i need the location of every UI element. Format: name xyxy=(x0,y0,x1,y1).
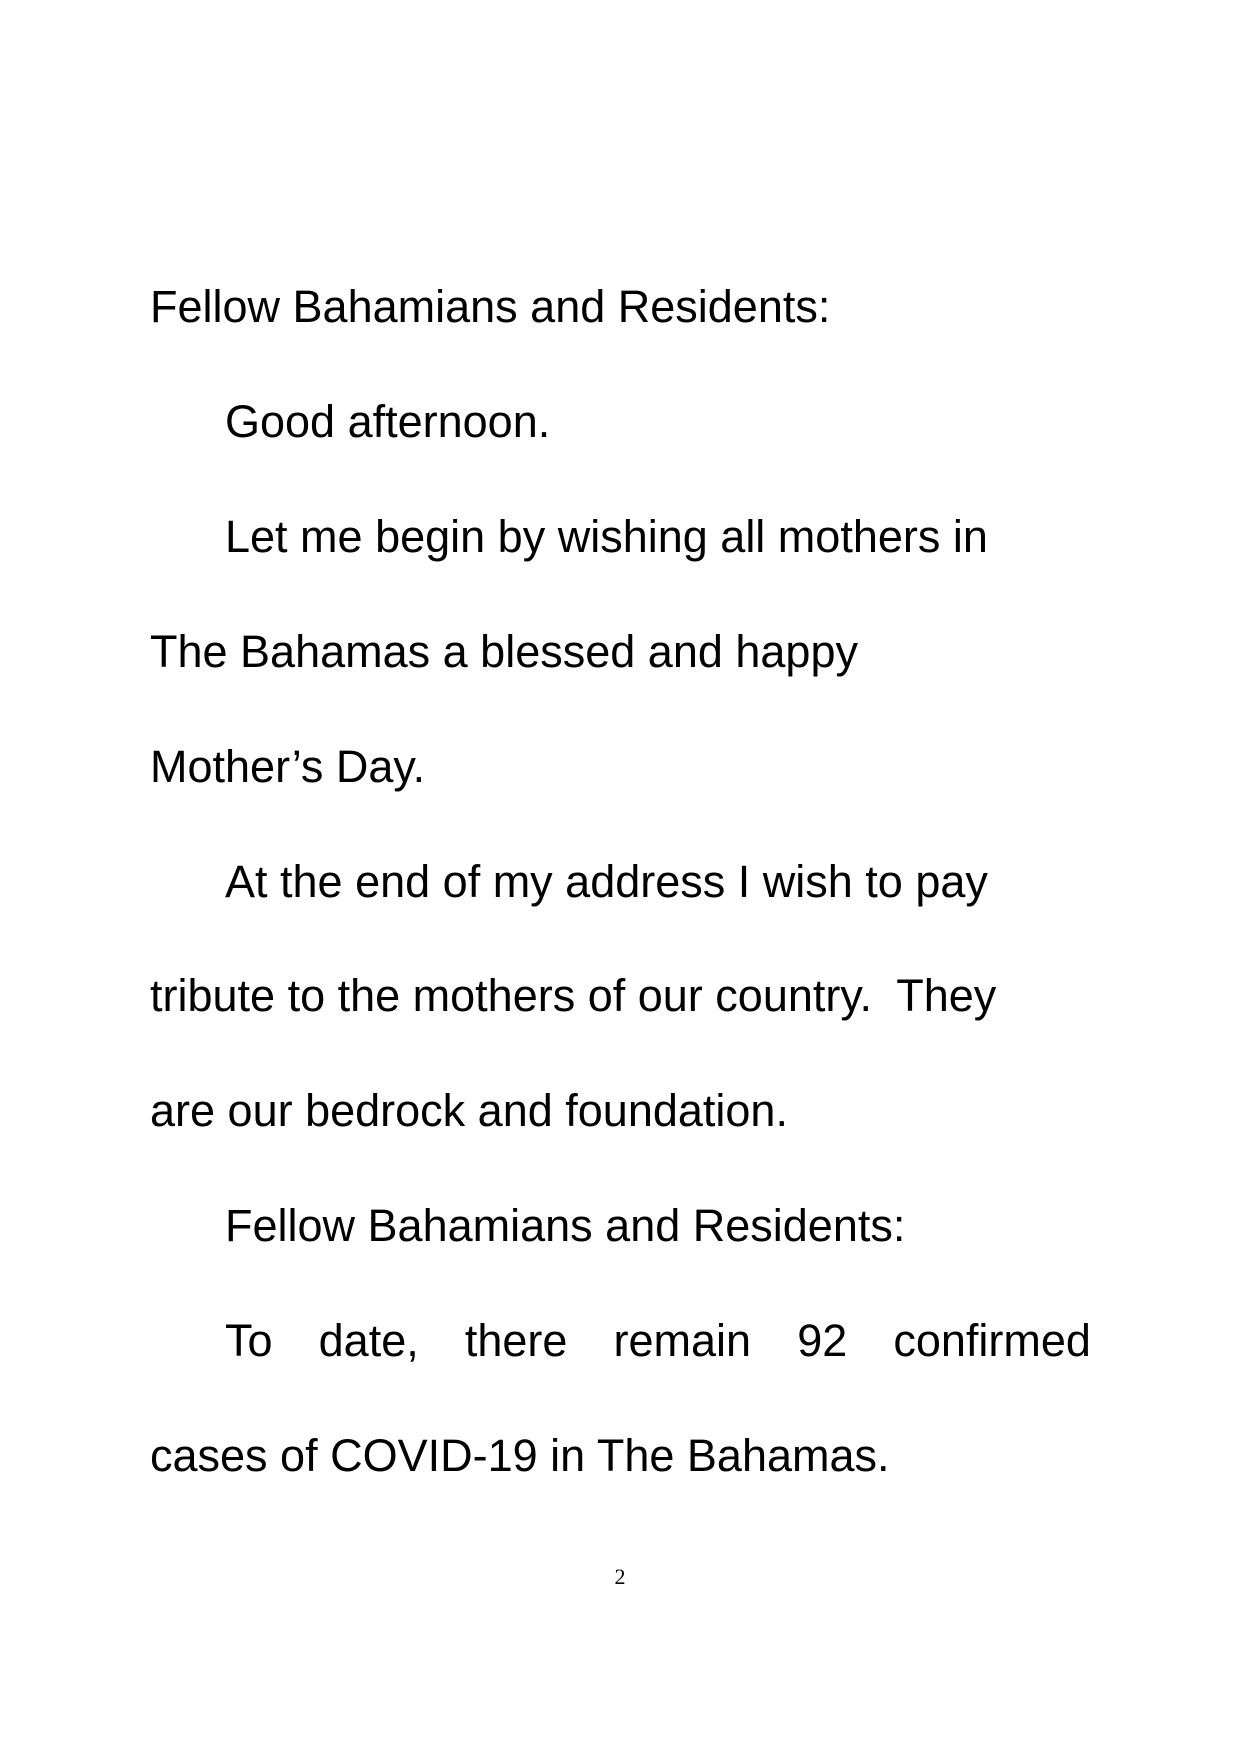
word: confirmed xyxy=(893,1315,1091,1366)
paragraph-line: cases of COVID-19 in The Bahamas. xyxy=(150,1430,890,1481)
paragraph-line: At the end of my address I wish to pay xyxy=(225,856,988,907)
word: there xyxy=(464,1315,568,1366)
word: To xyxy=(225,1315,273,1366)
page-number: 2 xyxy=(614,1564,626,1589)
paragraph-line-justified xyxy=(225,1314,1091,1368)
word: date, xyxy=(318,1315,419,1366)
word: remain xyxy=(613,1315,752,1366)
paragraph-line: tribute to the mothers of our country. They xyxy=(150,970,997,1021)
paragraph-line: are our bedrock and foundation. xyxy=(150,1085,788,1136)
salutation-line: Fellow Bahamians and Residents: xyxy=(225,1200,906,1251)
greeting-line: Good afternoon. xyxy=(225,396,551,447)
salutation-line: Fellow Bahamians and Residents: xyxy=(150,281,831,332)
word: 92 xyxy=(797,1315,848,1366)
paragraph-line: The Bahamas a blessed and happy xyxy=(150,626,858,677)
paragraph-line: Mother’s Day. xyxy=(150,741,426,792)
paragraph-line: Let me begin by wishing all mothers in xyxy=(225,511,988,562)
